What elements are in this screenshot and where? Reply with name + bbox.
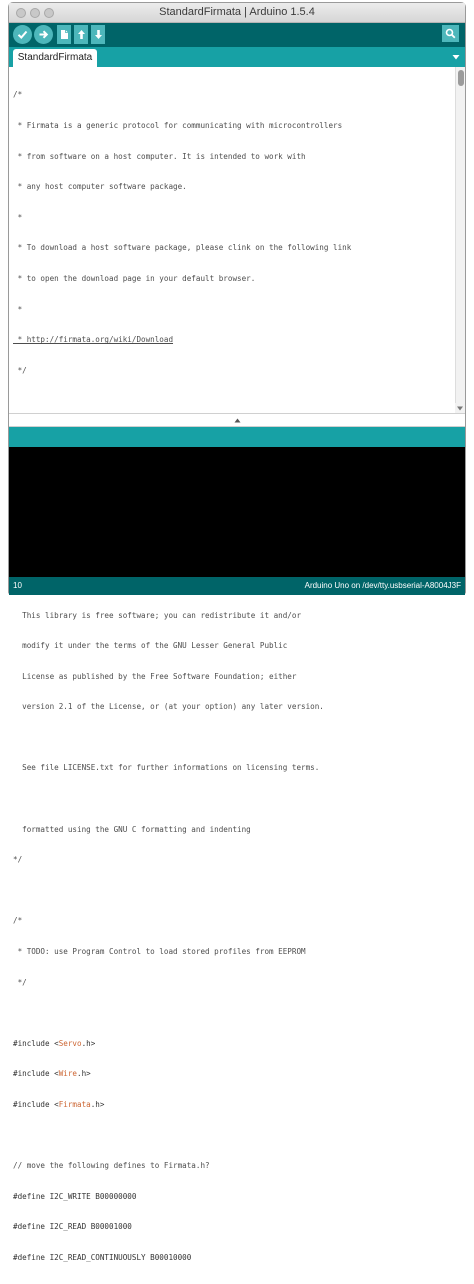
code-line — [13, 1131, 457, 1141]
include-suffix: .h> — [90, 1100, 105, 1109]
code-line: #define I2C_READ_CONTINUOUSLY B00010000 — [13, 1252, 192, 1262]
code-line: * Firmata is a generic protocol for communicating with microcontrollers — [13, 121, 343, 130]
window-title: StandardFirmata | Arduino 1.5.4 — [159, 6, 315, 18]
arrow-down-icon — [94, 29, 103, 40]
code-line: * from software on a host computer. It is intended to work with — [13, 151, 306, 161]
upload-button[interactable] — [34, 25, 53, 44]
code-line: * any host computer software package. — [13, 182, 187, 192]
code-line: * — [13, 212, 23, 222]
triangle-down-icon — [452, 53, 460, 61]
tab-standardfirmata[interactable]: StandardFirmata — [13, 49, 97, 67]
include-prefix: #include < — [13, 1038, 59, 1048]
code-line: */ — [13, 855, 23, 865]
title-bar[interactable] — [9, 3, 465, 23]
include-suffix: .h> — [77, 1069, 91, 1079]
checkmark-icon — [17, 29, 28, 40]
include-keyword: Firmata — [58, 1100, 91, 1109]
include-prefix: #include < — [13, 1100, 59, 1109]
page-icon — [60, 29, 69, 40]
code-line — [13, 794, 457, 804]
scroll-down-button[interactable] — [455, 403, 465, 413]
code-line: This library is free software; you can redistribute it and/or — [13, 610, 302, 620]
code-line: #define I2C_READ B00001000 — [13, 1222, 132, 1232]
code-line — [13, 1008, 457, 1018]
toolbar — [9, 23, 465, 47]
open-button[interactable] — [74, 25, 88, 44]
code-line: version 2.1 of the License, or (at your option) any later version. — [13, 702, 324, 712]
line-number: 10 — [13, 581, 22, 590]
code-line — [13, 733, 457, 743]
code-line: */ — [13, 365, 27, 375]
console-output[interactable] — [9, 447, 465, 577]
verify-button[interactable] — [13, 25, 32, 44]
board-port-info: Arduino Uno on /dev/tty.usbserial-A8004J3F — [304, 581, 461, 590]
code-line: */ — [13, 977, 27, 987]
code-line: #define I2C_WRITE B00000000 — [13, 1191, 137, 1201]
editor-scrollbar[interactable] — [455, 67, 465, 413]
message-area — [9, 427, 465, 447]
tab-menu-button[interactable] — [451, 51, 461, 63]
code-line-include — [13, 1100, 457, 1110]
include-keyword: Servo — [58, 1038, 82, 1048]
status-bar — [9, 577, 465, 595]
code-line: /* — [13, 90, 23, 100]
code-line: modify it under the terms of the GNU Lesser General Public — [13, 641, 288, 651]
include-prefix: #include < — [13, 1069, 59, 1079]
code-text[interactable] — [13, 70, 457, 1284]
arduino-window — [8, 2, 466, 1262]
code-line: License as published by the Free Software Foundation; either — [13, 671, 297, 681]
code-line: * TODO: use Program Control to load stored profiles from EEPROM — [13, 947, 306, 957]
split-pane-handle[interactable] — [9, 413, 465, 427]
code-line-include — [13, 1039, 457, 1049]
arrow-up-icon — [77, 29, 86, 40]
code-line: See file LICENSE.txt for further informations on licensing terms. — [13, 763, 320, 773]
code-line: // move the following defines to Firmata.h? — [13, 1161, 210, 1171]
new-button[interactable] — [57, 25, 71, 44]
code-line-link[interactable]: * http://firmata.org/wiki/Download — [13, 335, 174, 345]
code-line: * to open the download page in your default browser. — [13, 273, 256, 283]
scrollbar-thumb[interactable] — [458, 70, 464, 86]
magnifier-icon — [445, 28, 456, 39]
arrow-up-small-icon — [234, 418, 241, 423]
code-line-include — [13, 1069, 457, 1079]
serial-monitor-button[interactable] — [442, 25, 459, 42]
tab-bar — [9, 47, 465, 67]
include-suffix: .h> — [81, 1038, 96, 1048]
code-line: /* — [13, 916, 23, 926]
code-line — [13, 886, 457, 896]
code-line: * To download a host software package, please clink on the following link — [13, 243, 352, 253]
code-line: formatted using the GNU C formatting and indenting — [13, 824, 251, 834]
save-button[interactable] — [91, 25, 105, 44]
arrow-down-small-icon — [457, 406, 463, 411]
include-keyword: Wire — [58, 1069, 78, 1079]
arrow-right-icon — [38, 29, 49, 40]
code-line — [13, 396, 457, 406]
code-line: * — [13, 304, 23, 314]
